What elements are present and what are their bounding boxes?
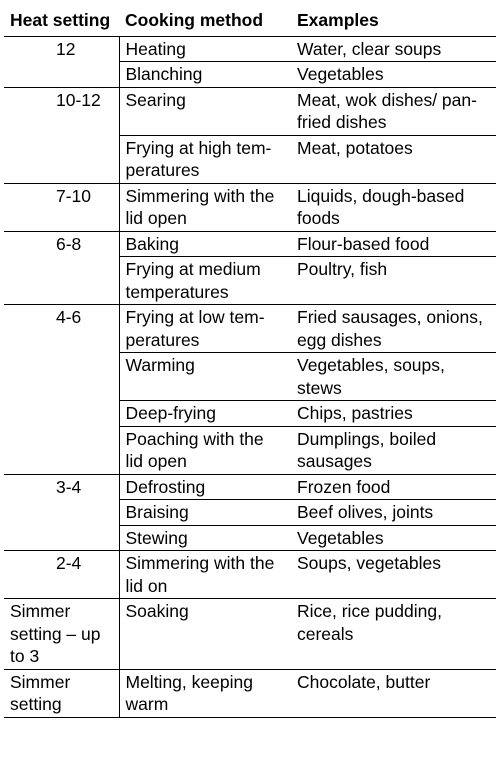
examples-cell: Water, clear soups	[297, 38, 442, 59]
cooking-method-cell: Braising	[119, 500, 291, 526]
cooking-method-cell: Soaking	[119, 599, 291, 670]
examples-cell: Chips, pastries	[291, 401, 496, 427]
cooking-method-cell: Melting, keeping warm	[119, 669, 291, 717]
cooking-method-cell: Simmering with the lid on	[119, 551, 291, 599]
heat-setting-cell: 7-10	[4, 183, 119, 231]
heat-setting-cell: 4-6	[4, 305, 119, 475]
table-row	[4, 474, 496, 500]
examples-cell: Soups, vegetables	[291, 551, 496, 599]
cooking-method-cell: Baking	[119, 231, 291, 257]
examples-cell: Flour-based food	[291, 231, 496, 257]
examples-cell: Poultry, fish	[291, 257, 496, 305]
table-header-row	[4, 4, 496, 36]
cooking-method-cell: Deep-frying	[119, 401, 291, 427]
cooking-method-cell: Poaching with the lid open	[119, 426, 291, 474]
cooking-method-cell: Blanching	[119, 62, 291, 88]
cooking-method-cell: Searing	[119, 87, 291, 135]
table-row	[4, 87, 496, 135]
heat-setting-cell: 2-4	[4, 551, 119, 599]
cooking-table	[4, 4, 496, 718]
examples-cell: Vegetables	[291, 525, 496, 551]
heat-setting-cell: 6-8	[4, 231, 119, 305]
examples-cell: Frozen food	[291, 474, 496, 500]
table-row	[4, 551, 496, 599]
cooking-method-cell: Warming	[119, 353, 291, 401]
table-row	[4, 669, 496, 717]
examples-cell: Vegetables	[291, 62, 496, 88]
examples-cell: Beef olives, joints	[291, 500, 496, 526]
header-cooking-method: Cooking method	[119, 4, 291, 36]
examples-cell: Liquids, dough-based foods	[291, 183, 496, 231]
cooking-method-cell: Heating	[119, 36, 291, 62]
examples-cell: Vegetables, soups, stews	[291, 353, 496, 401]
table-row	[4, 36, 496, 62]
table-row	[4, 231, 496, 257]
heat-setting-cell: Simmer setting	[4, 669, 119, 717]
heat-setting-cell: 3-4	[4, 474, 119, 551]
heat-setting-cell: 10-12	[4, 87, 119, 183]
heat-setting-cell: 12	[56, 38, 76, 59]
examples-cell: Meat, potatoes	[291, 135, 496, 183]
table-row	[4, 183, 496, 231]
cooking-method-cell: Simmering with the lid open	[119, 183, 291, 231]
cooking-method-cell: Frying at low tem- peratures	[119, 305, 291, 353]
examples-cell: Fried sausages, onions, egg dishes	[291, 305, 496, 353]
examples-cell: Meat, wok dishes/ pan-fried dishes	[291, 87, 496, 135]
cooking-method-cell: Frying at high tem- peratures	[119, 135, 291, 183]
header-examples: Examples	[291, 4, 496, 36]
cooking-method-cell: Stewing	[119, 525, 291, 551]
examples-cell: Rice, rice pudding, cereals	[291, 599, 496, 670]
table-body	[4, 36, 496, 717]
examples-cell: Chocolate, butter	[291, 669, 496, 717]
header-heat-setting: Heat setting	[4, 4, 119, 36]
examples-cell: Dumplings, boiled sausages	[291, 426, 496, 474]
heat-setting-cell: Simmer setting – up to 3	[4, 599, 119, 670]
table-row	[4, 599, 496, 670]
cooking-method-cell: Frying at medium temperatures	[119, 257, 291, 305]
cooking-method-cell: Defrosting	[119, 474, 291, 500]
table-row	[4, 305, 496, 353]
